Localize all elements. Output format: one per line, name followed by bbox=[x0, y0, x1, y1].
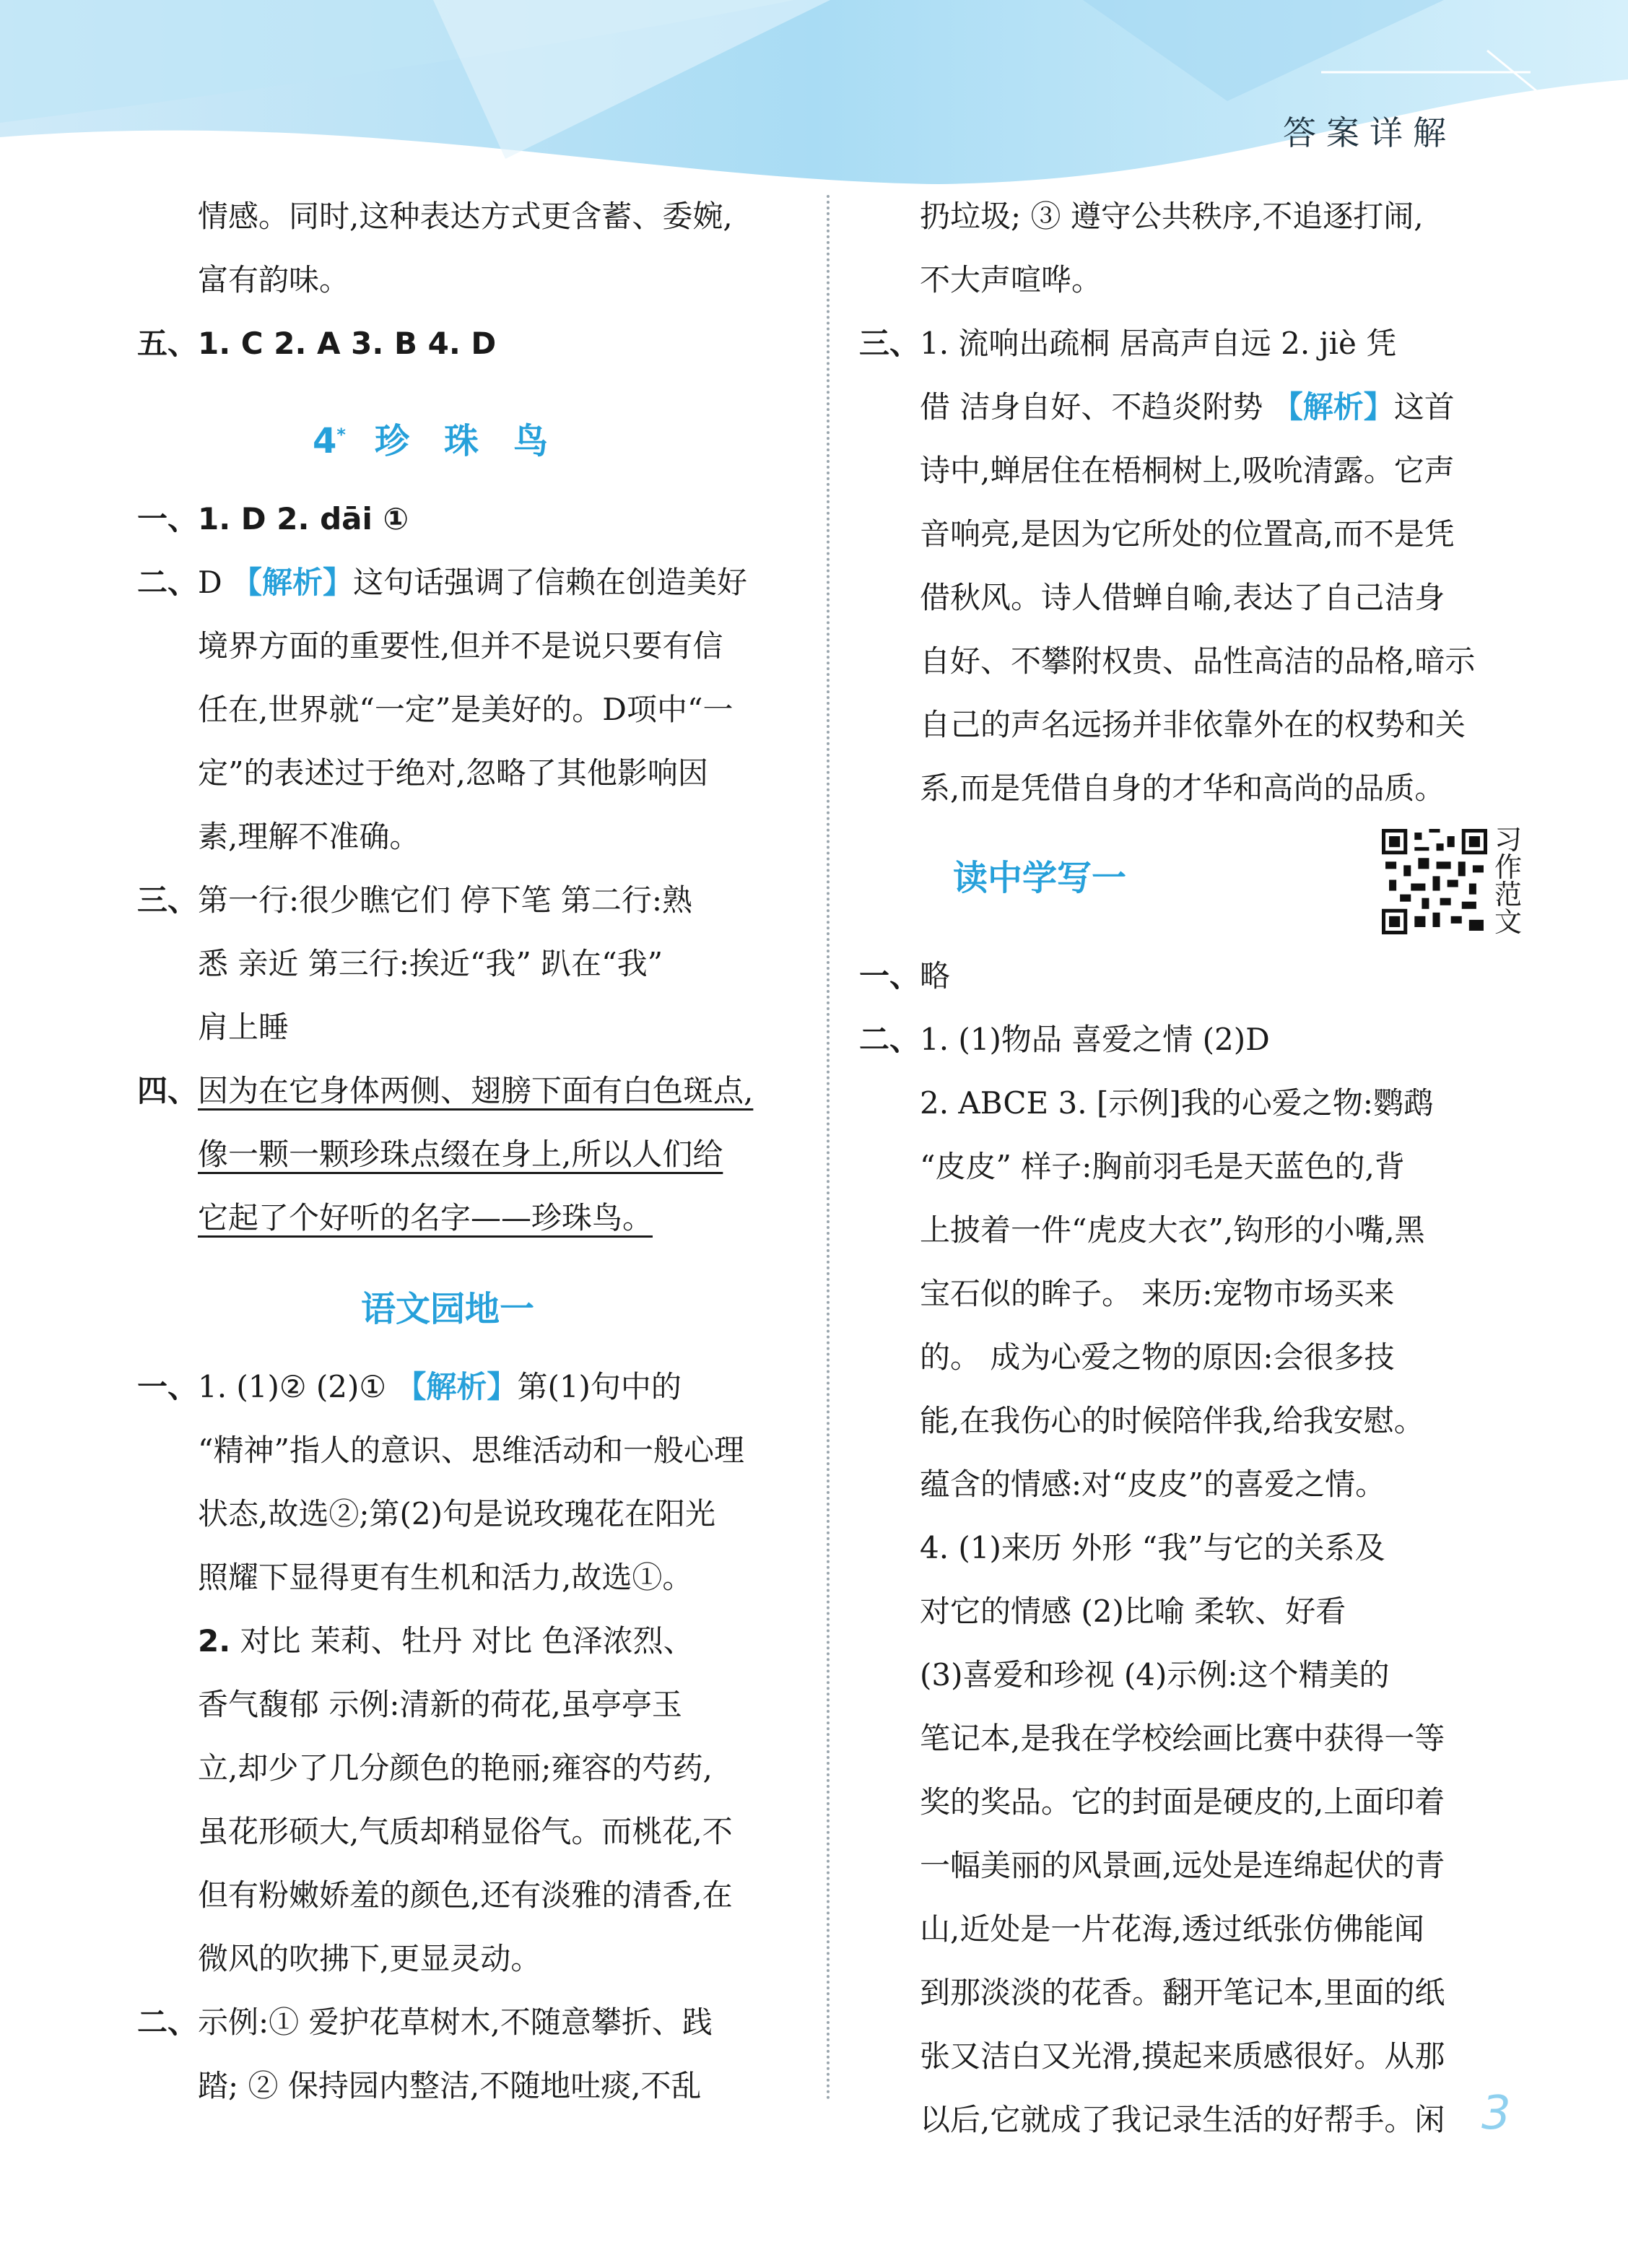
left-column bbox=[137, 185, 758, 2118]
text-line: 踏; ② 保持园内整洁,不随地吐痰,不乱 bbox=[198, 2068, 702, 2103]
text-line: 虽花形硕大,气质却稍显俗气。而桃花,不 bbox=[198, 1814, 733, 1849]
page-number: 3 bbox=[1481, 2087, 1511, 2140]
text-line: 借 洁身自好、不趋炎附势 bbox=[920, 389, 1273, 425]
text-line: 对比 茉莉、牡丹 对比 色泽浓烈、 bbox=[230, 1623, 694, 1659]
text-line: 肩上睡 bbox=[198, 1009, 290, 1045]
text-line: 微风的吹拂下,更显灵动。 bbox=[198, 1941, 541, 1976]
section-title: 语文园地一 bbox=[360, 1289, 534, 1329]
text-line: 香气馥郁 示例:清新的荷花,虽亭亭玉 bbox=[198, 1687, 682, 1722]
text-line: 这首 bbox=[1393, 389, 1455, 425]
text-line: 立,却少了几分颜色的艳丽;雍容的芍药, bbox=[198, 1750, 713, 1786]
answer-text: 略 bbox=[920, 958, 951, 994]
item-number: 三、 bbox=[137, 882, 199, 918]
item-number: 五、 bbox=[137, 326, 199, 361]
text-line: 示例:① 爱护花草树木,不随意攀折、践 bbox=[198, 2004, 713, 2040]
text-line: (3)喜爱和珍视 (4)示例:这个精美的 bbox=[920, 1657, 1390, 1693]
text-line: 4. (1)来历 外形 “我”与它的关系及 bbox=[920, 1530, 1385, 1565]
answer-item bbox=[859, 944, 1480, 1008]
answer-text: 1. (1)② (2)① bbox=[198, 1369, 396, 1404]
text-line: 张又洁白又光滑,摸起来质感很好。从那 bbox=[920, 2038, 1445, 2074]
answer-item bbox=[137, 1355, 758, 1991]
answer-item bbox=[859, 312, 1480, 820]
lesson-name: 珍珠鸟 bbox=[374, 421, 583, 461]
text-line: 任在,世界就“一定”是美好的。D项中“一 bbox=[198, 692, 734, 727]
text-line: 第(1)句中的 bbox=[517, 1369, 682, 1404]
text-line: “皮皮” 样子:胸前羽毛是天蓝色的,背 bbox=[920, 1149, 1405, 1184]
answer-text: 1. C 2. A 3. B 4. D bbox=[198, 326, 497, 361]
text-line: “精神”指人的意识、思维活动和一般心理 bbox=[198, 1433, 744, 1468]
text-line: 宝石似的眸子。 来历:宠物市场买来 bbox=[920, 1276, 1395, 1311]
section-title: 读中学写一 bbox=[953, 858, 1127, 898]
text-line: 素,理解不准确。 bbox=[198, 819, 420, 854]
analysis-tag: 【解析】 bbox=[1272, 389, 1394, 425]
analysis-tag: 【解析】 bbox=[396, 1369, 518, 1404]
text-line: 自己的声名远扬并非依靠外在的权势和关 bbox=[920, 707, 1466, 742]
answer-item bbox=[859, 1008, 1480, 2152]
column-divider bbox=[827, 195, 830, 2101]
text-line: 一幅美丽的风景画,远处是连绵起伏的青 bbox=[920, 1848, 1445, 1883]
item-number: 一、 bbox=[859, 958, 920, 994]
item-number: 二、 bbox=[137, 2004, 199, 2040]
item-number: 四、 bbox=[137, 1073, 199, 1108]
text-line: 系,而是凭借自身的才华和高尚的品质。 bbox=[920, 770, 1445, 806]
paragraph bbox=[137, 185, 758, 312]
header-banner bbox=[0, 0, 1628, 188]
text-line: 对它的情感 (2)比喻 柔软、好看 bbox=[920, 1594, 1346, 1629]
sub-number: 2. bbox=[198, 1623, 231, 1659]
answer-text: D bbox=[198, 565, 232, 600]
underlined-line: 像一颗一颗珍珠点缀在身上,所以人们给 bbox=[198, 1137, 723, 1172]
text-line: 但有粉嫩娇羞的颜色,还有淡雅的清香,在 bbox=[198, 1877, 733, 1913]
item-number: 一、 bbox=[137, 1369, 199, 1404]
item-number: 二、 bbox=[137, 565, 199, 600]
text-line: 音响亮,是因为它所处的位置高,而不是凭 bbox=[920, 516, 1455, 552]
lesson-number: 4 bbox=[313, 421, 337, 461]
section-header bbox=[859, 824, 1523, 944]
text-line: 自好、不攀附权贵、品性高洁的品格,暗示 bbox=[920, 643, 1476, 679]
text-line: 的。 成为心爱之物的原因:会很多技 bbox=[920, 1339, 1395, 1375]
text-line: 情感。同时,这种表达方式更含蓄、委婉, bbox=[198, 199, 733, 234]
text-line: 不大声喧哗。 bbox=[920, 262, 1102, 297]
paragraph bbox=[859, 185, 1480, 312]
right-column bbox=[859, 185, 1523, 2152]
text-line: 1. 流响出疏桐 居高声自远 2. jiè 凭 bbox=[920, 326, 1397, 361]
text-line: 第一行:很少瞧它们 停下笔 第二行:熟 bbox=[198, 882, 693, 918]
text-line: 扔垃圾; ③ 遵守公共秩序,不追逐打闹, bbox=[920, 199, 1424, 234]
answer-item bbox=[137, 487, 758, 551]
lesson-title bbox=[137, 391, 758, 485]
text-line: 定”的表述过于绝对,忽略了其他影响因 bbox=[198, 755, 708, 791]
underlined-line: 因为在它身体两侧、翅膀下面有白色斑点, bbox=[198, 1073, 754, 1108]
text-line: 这句话强调了信赖在创造美好 bbox=[353, 565, 748, 600]
lesson-star: * bbox=[336, 425, 346, 445]
text-line: 状态,故选②;第(2)句是说玫瑰花在阳光 bbox=[198, 1496, 715, 1531]
text-line: 1. (1)物品 喜爱之情 (2)D bbox=[920, 1022, 1270, 1057]
analysis-tag: 【解析】 bbox=[232, 565, 354, 600]
text-line: 笔记本,是我在学校绘画比赛中获得一等 bbox=[920, 1721, 1445, 1756]
text-line: 上披着一件“虎皮大衣”,钩形的小嘴,黑 bbox=[920, 1212, 1425, 1248]
answer-item bbox=[137, 1991, 758, 2118]
answer-item bbox=[137, 551, 758, 869]
answer-item bbox=[137, 869, 758, 1059]
text-line: 蕴含的情感:对“皮皮”的喜爱之情。 bbox=[920, 1467, 1386, 1502]
item-number: 一、 bbox=[137, 501, 199, 536]
text-line: 境界方面的重要性,但并不是说只要有信 bbox=[198, 628, 723, 664]
qr-caption: 习作范文 bbox=[1494, 824, 1523, 938]
text-line: 悉 亲近 第三行:挨近“我” 趴在“我” bbox=[198, 946, 663, 981]
answer-item bbox=[137, 1059, 758, 1250]
text-line: 能,在我伤心的时候陪伴我,给我安慰。 bbox=[920, 1403, 1424, 1438]
text-line: 到那淡淡的花香。翻开笔记本,里面的纸 bbox=[920, 1975, 1445, 2010]
answer-text: 1. D 2. dāi ① bbox=[198, 501, 409, 536]
section-label: 答案详解 bbox=[1283, 113, 1456, 152]
item-number: 二、 bbox=[859, 1022, 920, 1057]
text-line: 借秋风。诗人借蝉自喻,表达了自己洁身 bbox=[920, 580, 1445, 615]
item-number: 三、 bbox=[859, 326, 920, 361]
text-line: 山,近处是一片花海,透过纸张仿佛能闻 bbox=[920, 1911, 1424, 1947]
answer-item bbox=[137, 312, 758, 375]
text-line: 富有韵味。 bbox=[198, 262, 350, 297]
text-line: 诗中,蝉居住在梧桐树上,吸吮清露。它声 bbox=[920, 453, 1455, 488]
underlined-line: 它起了个好听的名字——珍珠鸟。 bbox=[198, 1200, 653, 1235]
text-line: 照耀下显得更有生机和活力,故选①。 bbox=[198, 1560, 693, 1595]
text-line: 奖的奖品。它的封面是硬皮的,上面印着 bbox=[920, 1784, 1445, 1820]
qr-code-icon[interactable] bbox=[1382, 829, 1487, 934]
text-line: 2. ABCE 3. [示例]我的心爱之物:鹦鹉 bbox=[920, 1085, 1434, 1121]
text-line: 以后,它就成了我记录生活的好帮手。闲 bbox=[920, 2102, 1445, 2137]
